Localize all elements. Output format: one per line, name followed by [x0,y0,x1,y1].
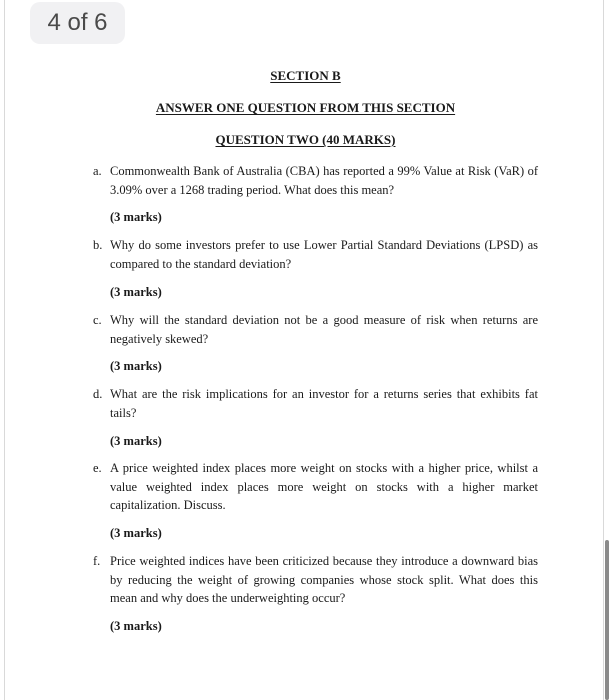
page-indicator: 4 of 6 [30,2,125,44]
question-text: Why will the standard deviation not be a good measure of risk when returns are negatively skewed? [110,313,538,346]
question-text: What are the risk implications for an investor for a returns series that exhibits fat tails? [110,387,538,420]
question-letter: e. [93,461,102,475]
question-letter: b. [93,238,103,252]
question-marks: (3 marks) [110,210,162,224]
question-text: Commonwealth Bank of Australia (CBA) has reported a 99% Value at Risk (VaR) of 3.09% over a 1268 trading period. What does this mean? [110,164,538,197]
question-marks: (3 marks) [110,359,162,373]
scrollbar-thumb[interactable] [605,540,609,700]
question-text: Why do some investors prefer to use Lower Partial Standard Deviations (LPSD) as compared to the standard deviation? [110,238,538,271]
question-text: A price weighted index places more weight on stocks with a higher price, whilst a value weighted index places more weight on stocks with a higher market capitalization. Discuss. [110,461,538,512]
question-marks: (3 marks) [110,434,162,448]
question-text: Price weighted indices have been criticized because they introduce a downward bias by reducing the weight of growing companies whose stock split. What does this mean and why does the underweighting occur? [110,554,538,605]
question-letter: a. [93,164,102,178]
question-marks: (3 marks) [110,285,162,299]
question-title: QUESTION TWO (40 MARKS) [215,132,396,147]
section-title: SECTION B [270,68,341,83]
question-letter: f. [93,554,101,568]
question-letter: c. [93,313,102,327]
section-instruction: ANSWER ONE QUESTION FROM THIS SECTION [155,100,456,115]
question-marks: (3 marks) [110,619,162,633]
question-marks: (3 marks) [110,526,162,540]
question-letter: d. [93,387,103,401]
